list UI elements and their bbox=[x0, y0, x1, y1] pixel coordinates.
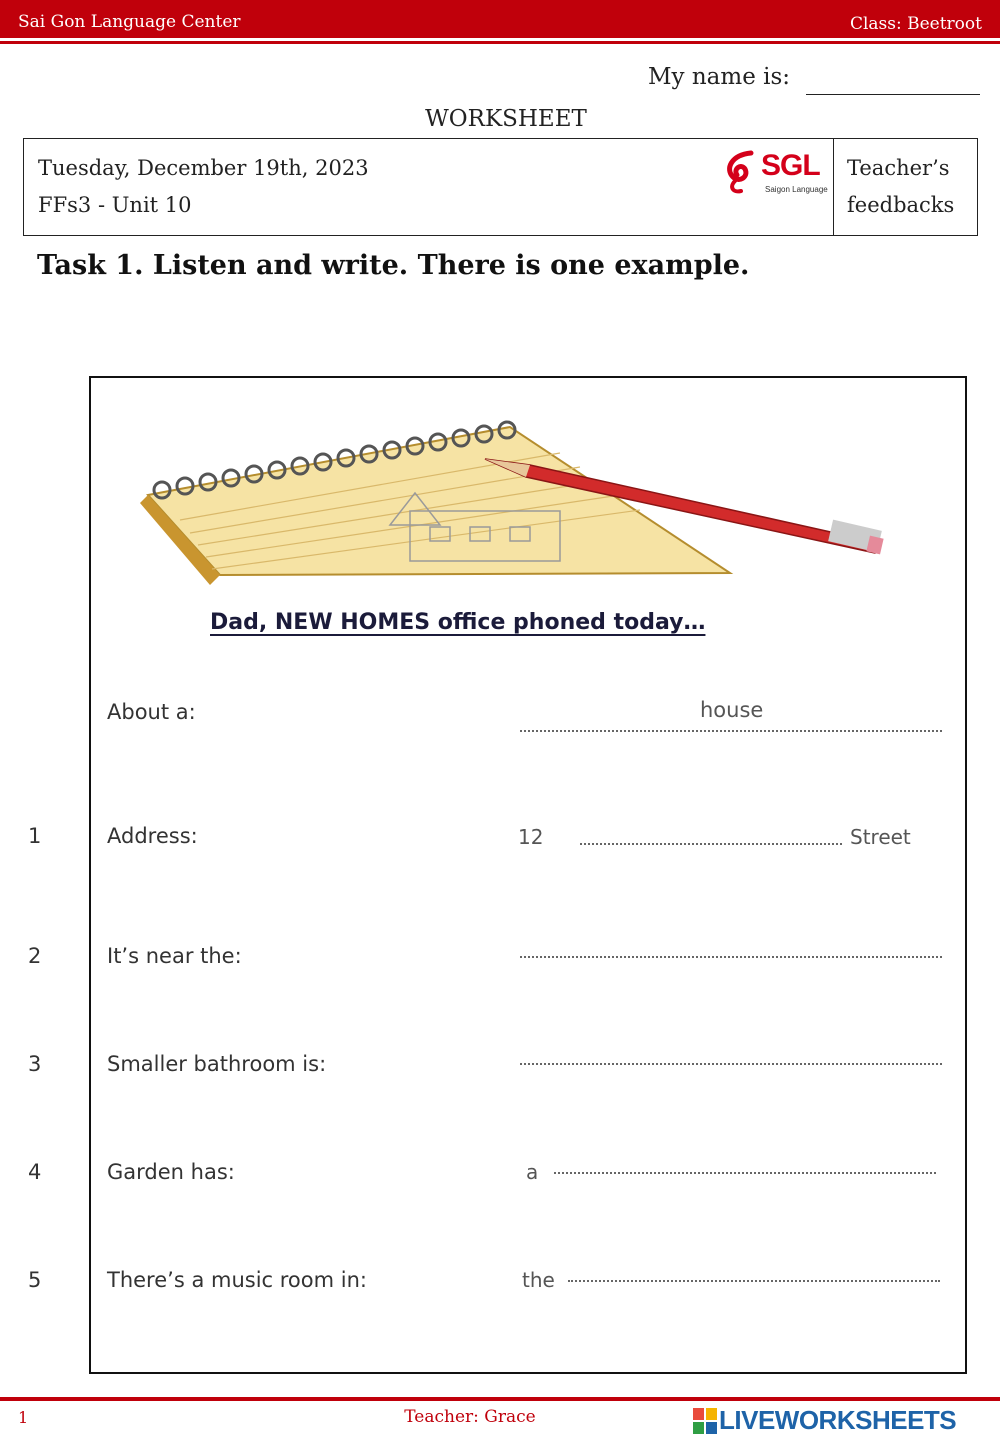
feedback-label-line2: feedbacks bbox=[847, 193, 955, 217]
answer-line-4[interactable] bbox=[554, 1172, 936, 1174]
item-prefix: 12 bbox=[518, 825, 544, 849]
feedback-divider bbox=[833, 139, 834, 235]
example-answer: house bbox=[700, 698, 764, 722]
exercise-heading: Dad, NEW HOMES office phoned today… bbox=[210, 610, 706, 635]
item-number: 3 bbox=[28, 1052, 42, 1076]
feedback-label-line1: Teacher’s bbox=[847, 156, 950, 180]
item-number: 4 bbox=[28, 1160, 42, 1184]
worksheet-title: WORKSHEET bbox=[425, 106, 587, 132]
liveworksheets-brand: LIVEWORKSHEETS bbox=[719, 1405, 957, 1435]
item-label: Garden has: bbox=[107, 1160, 235, 1184]
answer-line-3[interactable] bbox=[520, 1063, 942, 1065]
example-label: About a: bbox=[107, 700, 196, 724]
sgl-swirl-icon bbox=[721, 147, 761, 195]
header-rule bbox=[0, 41, 1000, 44]
info-table bbox=[23, 138, 978, 236]
teacher-name: Teacher: Grace bbox=[404, 1407, 536, 1427]
header-bar bbox=[0, 0, 1000, 38]
answer-line-1[interactable] bbox=[580, 843, 842, 845]
liveworksheets-logo bbox=[693, 1405, 988, 1435]
lesson-unit: FFs3 - Unit 10 bbox=[38, 193, 192, 217]
item-number: 1 bbox=[28, 824, 42, 848]
logo-text: SGL bbox=[761, 149, 820, 182]
answer-line-5[interactable] bbox=[568, 1280, 940, 1282]
item-label: Smaller bathroom is: bbox=[107, 1052, 327, 1076]
class-label: Class: Beetroot bbox=[849, 14, 982, 34]
item-number: 2 bbox=[28, 944, 42, 968]
task-title: Task 1. Listen and write. There is one example. bbox=[37, 250, 750, 281]
liveworksheets-grid-icon bbox=[693, 1408, 717, 1434]
center-name: Sai Gon Language Center bbox=[18, 12, 241, 32]
sgl-logo bbox=[721, 147, 831, 199]
name-input-line[interactable] bbox=[806, 94, 980, 95]
item-label: It’s near the: bbox=[107, 944, 242, 968]
item-prefix: a bbox=[526, 1160, 539, 1184]
item-label: There’s a music room in: bbox=[107, 1268, 367, 1292]
lesson-date: Tuesday, December 19th, 2023 bbox=[38, 156, 369, 180]
notepad-pencil-illustration bbox=[140, 415, 900, 585]
item-number: 5 bbox=[28, 1268, 42, 1292]
item-suffix: Street bbox=[850, 825, 911, 849]
logo-subtitle: Saigon Language bbox=[765, 185, 828, 194]
answer-line-2[interactable] bbox=[520, 956, 942, 958]
item-prefix: the bbox=[522, 1268, 555, 1292]
page-number: 1 bbox=[18, 1408, 29, 1427]
name-prompt: My name is: bbox=[648, 64, 791, 90]
example-answer-line bbox=[520, 730, 942, 732]
item-label: Address: bbox=[107, 824, 198, 848]
footer-rule bbox=[0, 1397, 1000, 1401]
